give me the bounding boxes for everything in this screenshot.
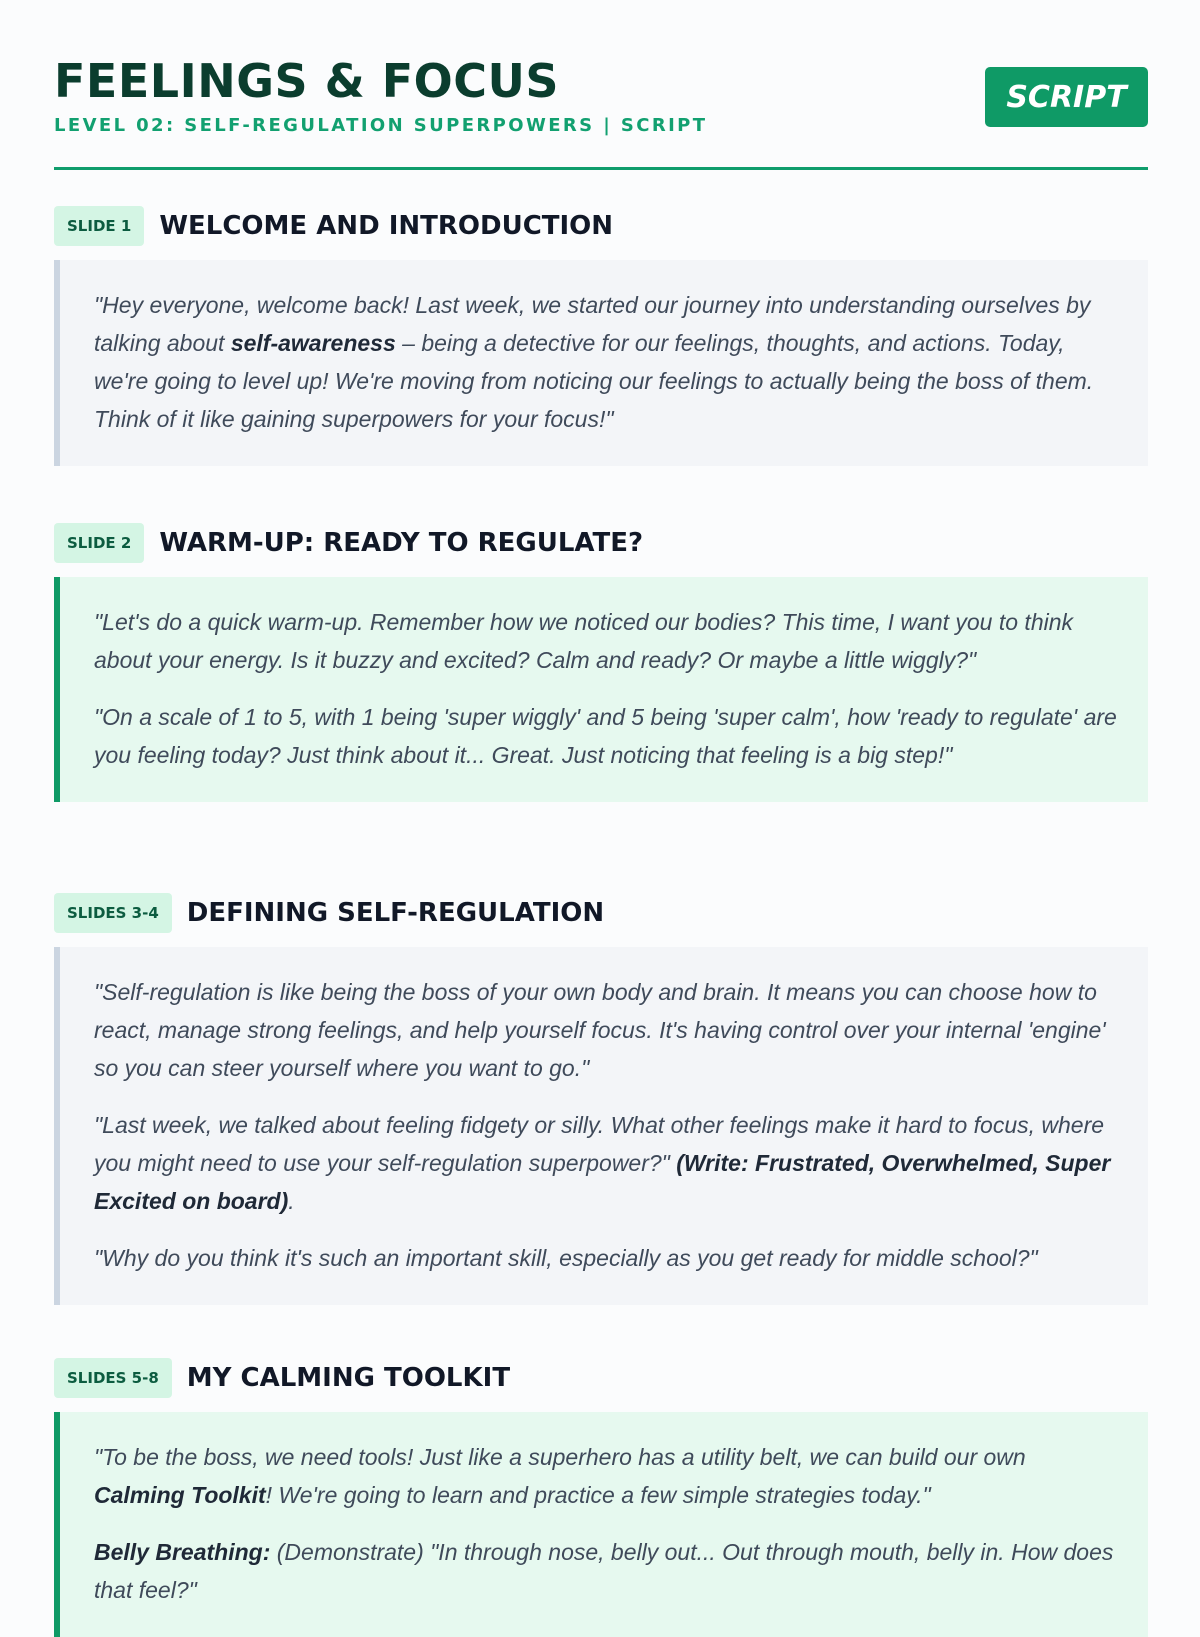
section-header bbox=[54, 206, 1148, 246]
section-defining-self-regulation bbox=[54, 893, 1148, 1305]
slide-tag: SLIDES 5-8 bbox=[54, 1358, 172, 1398]
script-paragraph: Belly Breathing: (Demonstrate) "In through nose, belly out... Out through mouth, belly in. How does that feel?" bbox=[94, 1539, 1114, 1603]
script-box bbox=[54, 1412, 1148, 1637]
script-box bbox=[54, 947, 1148, 1305]
slide-tag: SLIDE 1 bbox=[54, 206, 144, 246]
script-paragraph: "To be the boss, we need tools! Just like a superhero has a utility belt, we can build our own Calming Toolkit! We're going to learn and practice a few simple strategies today." bbox=[94, 1444, 1026, 1508]
script-badge: SCRIPT bbox=[985, 67, 1148, 127]
page-header bbox=[54, 0, 1148, 170]
script-paragraph: "Let's do a quick warm-up. Remember how we noticed our bodies? This time, I want you to think about your energy. Is it buzzy and excited? Calm and ready? Or maybe a little wiggly?" bbox=[94, 609, 1074, 673]
page-title: FEELINGS & FOCUS bbox=[54, 54, 559, 108]
section-welcome bbox=[54, 206, 1148, 466]
script-paragraph: "Why do you think it's such an important skill, especially as you get ready for middle school?" bbox=[94, 1245, 1038, 1271]
section-header bbox=[54, 523, 1148, 563]
script-paragraph: "Self-regulation is like being the boss of your own body and brain. It means you can choose how to react, manage strong feelings, and help yourself focus. It's having control over your internal 'engine' so you can steer yourself where you want to go." bbox=[94, 979, 1106, 1081]
section-title: MY CALMING TOOLKIT bbox=[186, 1363, 511, 1393]
section-header bbox=[54, 893, 1148, 933]
section-title: WARM-UP: READY TO REGULATE? bbox=[159, 528, 644, 558]
slide-tag: SLIDE 2 bbox=[54, 523, 144, 563]
page-subtitle: LEVEL 02: SELF-REGULATION SUPERPOWERS | SCRIPT bbox=[54, 115, 708, 136]
script-paragraph: "Hey everyone, welcome back! Last week, we started our journey into understanding ourselves by talking about self-awareness – being a detective for our feelings, thoughts, and actions. Today, we're going to level up! We're moving from noticing our feelings to actually being the boss of them. Think of it like gaining superpowers for your focus!" bbox=[94, 292, 1094, 432]
section-calming-toolkit bbox=[54, 1358, 1148, 1637]
section-warm-up bbox=[54, 523, 1148, 802]
section-header bbox=[54, 1358, 1148, 1398]
slide-tag: SLIDES 3-4 bbox=[54, 893, 172, 933]
script-box bbox=[54, 577, 1148, 802]
section-title: DEFINING SELF-REGULATION bbox=[186, 898, 605, 928]
script-paragraph: "Last week, we talked about feeling fidgety or silly. What other feelings make it hard to focus, where you might need to use your self-regulation superpower?" (Write: Frustrated, Overwhelmed, Super Excited on board). bbox=[94, 1112, 1111, 1214]
section-title: WELCOME AND INTRODUCTION bbox=[159, 211, 614, 241]
script-page bbox=[54, 0, 1148, 1603]
script-paragraph: "On a scale of 1 to 5, with 1 being 'super wiggly' and 5 being 'super calm', how 'ready to regulate' are you feeling today? Just think about it... Great. Just noticing that feeling is a big step!" bbox=[94, 704, 1117, 768]
script-box bbox=[54, 260, 1148, 466]
